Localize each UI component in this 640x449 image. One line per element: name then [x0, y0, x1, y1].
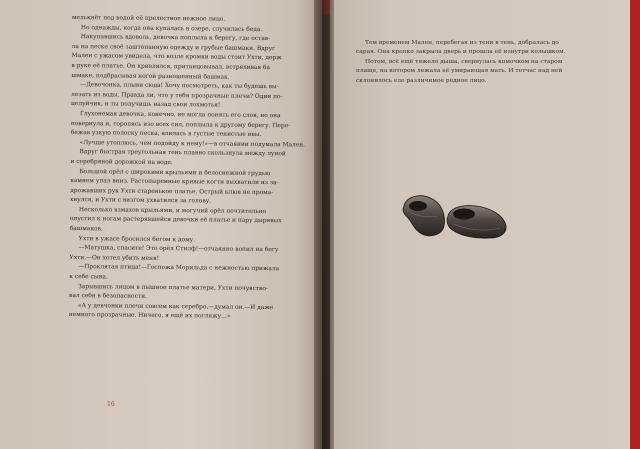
text-line: Ухти в ужасе бросился бегом к дому. [78, 235, 196, 243]
text-line: немного прозрачные. Ничего, я ещё их погляжу…» [68, 312, 231, 321]
text-line: в руке её платье. Он кривлялся, пританцовывал, встряхивая ба [71, 62, 271, 72]
text-line: Вдруг быстрая треугольная тень плавно скользнула между луной [79, 149, 286, 158]
text-line: Ухти.—Он хотел убить меня! [69, 254, 160, 262]
text-line: Несколько взмахов крыльями, и могучий орёл почтительно [78, 206, 267, 215]
page-number: 16 [107, 401, 115, 408]
text-line: Тем временем Мален, перебегая из тени в тень, добралась до [365, 40, 559, 46]
text-line: лезать из воды. Правда ли, что у тебя прозрачные плечи? Один по- [71, 91, 283, 100]
text-line: —Проклятая птица!—Госпожа Морильда с нежностью прижала [78, 264, 280, 273]
text-line: шмаке, подбрасывая ногой разношенный башмак. [71, 72, 230, 81]
text-line: —Матушка, спасите! Это орёл Стилф!—отчаянно вопил на бегу [78, 245, 279, 254]
left-page-text [69, 14, 317, 324]
right-clog [447, 205, 506, 238]
text-line: мелькнёт под водой её прелестное нежное лицо. [71, 14, 226, 23]
text-line: камнем упал вниз. Растопыренные кривые когти выхватили из за- [70, 178, 279, 187]
book-gutter [314, 0, 334, 449]
text-line: «Лучше утоплюсь, чем подойду к нему!»—в отчаянии подумала Мален. [79, 139, 306, 149]
text-line: «А у девчонки плечи совсем как серебро,—думал он.—И даже [77, 302, 274, 311]
text-line: повернула и, торопясь изо всех сил, поплыла к другому берегу. Пере- [70, 120, 291, 129]
text-line: плаще, на котором лежала её умирающая мать. И тотчас над ней [356, 68, 563, 75]
text-line: целуйчик, и ты получишь назад свои лохмотья! [71, 101, 221, 109]
red-book-cover-edge-right [630, 0, 640, 449]
text-line: Накупавшись вдоволь, девочка поплыла к берегу, где остав- [80, 34, 271, 43]
text-line: склонилось еле различимое родное лицо. [356, 77, 487, 84]
text-line: Мален с ужасом увидела, что возле кромки воды стоит Ухти, держ [71, 53, 282, 62]
text-line: башмаков. [69, 226, 103, 233]
right-page-text [356, 39, 604, 86]
wooden-clogs-icon [400, 186, 510, 244]
text-line: сарая. Она крепко закрыла дверь и прошла её изнутри колышком. [356, 49, 566, 56]
text-line: и серебряной дорожкой на воде. [70, 158, 173, 166]
text-line: Но однажды, когда она купалась в озере, случилась беда. [80, 24, 263, 33]
text-line: ла на песке своё заштопанную одежду и грубые башмаки. Вдруг [71, 43, 276, 52]
text-line: Глухонемая девочка, конечно, не могла понять его слов, но она [79, 111, 281, 120]
text-line: опустил к ногам растерявшейся девочки её платье и пару дырявых [69, 216, 282, 225]
text-line: к себе сына. [69, 274, 108, 281]
text-line: дрожавших рук Ухти старенькое платье. Острый клюв не прома- [70, 187, 274, 196]
text-line: вал себя в безопасности. [69, 293, 147, 301]
text-line: Потом, всё ещё тяжело дыша, свернулась комочком на старом [365, 58, 563, 65]
text-line: хнулся, и Ухти с визгом ухватился за голову. [70, 197, 212, 205]
text-line: Зарывшись лицом в пышное платье матери, Ухти почувство- [78, 283, 268, 292]
text-line: Большой орёл с широкими крыльями и белоснежной грудью [79, 168, 271, 177]
text-line: бежав узкую полоску песка, влилась в густые тенистые ивы. [70, 130, 262, 139]
text-line: —Девочонка, плыви сюда! Хочу посмотреть, как ты будешь вы- [80, 82, 279, 91]
left-clog [403, 196, 444, 236]
